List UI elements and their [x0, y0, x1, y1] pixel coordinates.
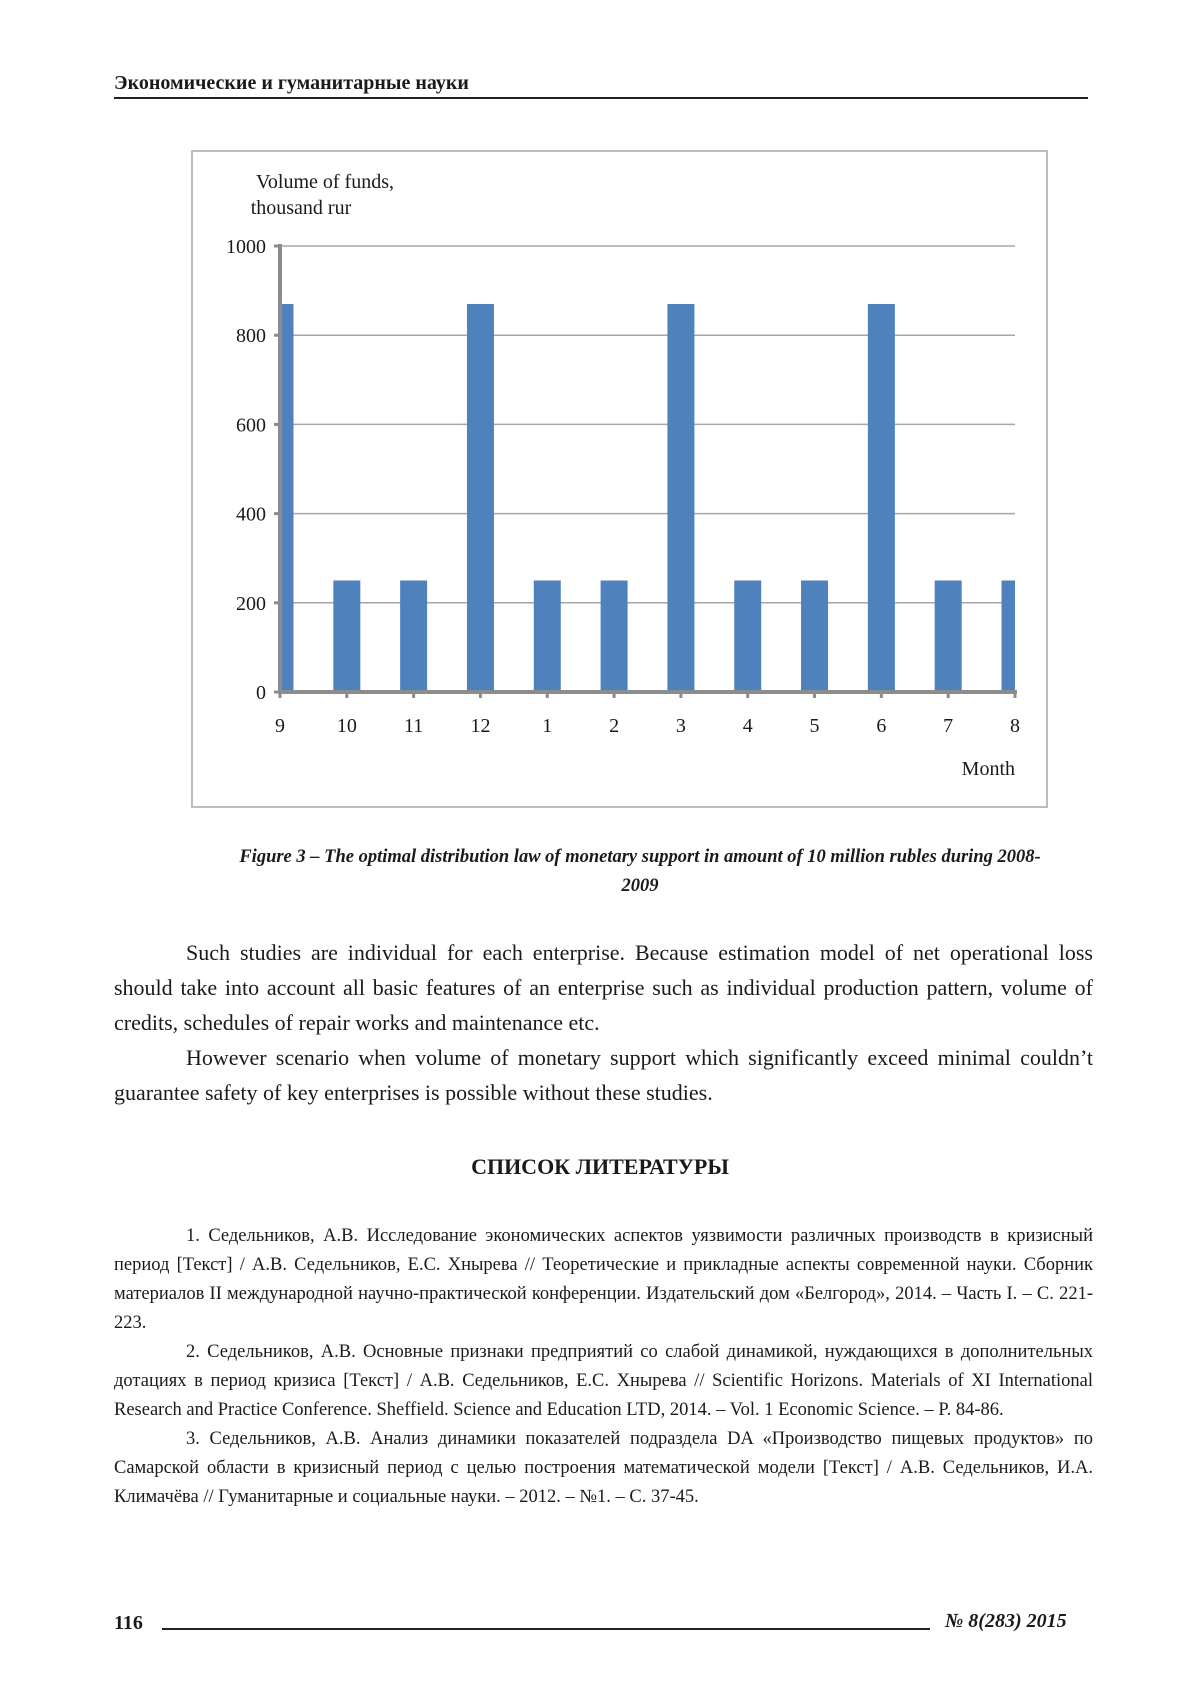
- y-axis-label-line2: thousand rur: [251, 197, 352, 219]
- x-tick-label: 9: [275, 715, 285, 737]
- reference-item: 2. Седельников, А.В. Основные признаки предприятий со слабой динамикой, нуждающихся в дополнительных дотациях в период кризиса [Текст] / А.В. Седельников, Е.С. Хнырева // Scientific Horizons. Materials of XI International Research and Practice Conference. Sheffield. Science and Education LTD, 2014. – Vol. 1 Economic Science. – P. 84-86.: [114, 1338, 1093, 1425]
- x-tick-label: 3: [676, 715, 686, 737]
- bar-chart: [191, 150, 1048, 808]
- caption-line-2: 2009: [190, 872, 1090, 901]
- footer-rule: [162, 1628, 930, 1630]
- bar-11: [400, 581, 427, 693]
- figure-caption: [190, 843, 1090, 901]
- references-title: СПИСОК ЛИТЕРАТУРЫ: [0, 1154, 1200, 1180]
- caption-line-1: Figure 3 – The optimal distribution law of monetary support in amount of 10 million rubles during 2008-: [190, 843, 1090, 872]
- x-tick-label: 8: [1010, 715, 1020, 737]
- x-tick-label: 10: [337, 715, 357, 737]
- x-tick-label: 7: [943, 715, 953, 737]
- x-tick-label: 2: [609, 715, 619, 737]
- bar-2: [601, 581, 628, 693]
- x-tick-label: 11: [404, 715, 423, 737]
- bar-7: [935, 581, 962, 693]
- y-tick-label: 200: [236, 593, 266, 615]
- x-tick-label: 4: [743, 715, 753, 737]
- body-paragraph-1: Such studies are individual for each enterprise. Because estimation model of net operational loss should take into account all basic features of an enterprise such as individual production pattern, volume of credits, schedules of repair works and maintenance etc.: [114, 935, 1093, 1040]
- x-axis-label: Month: [962, 758, 1015, 780]
- bar-8: [1002, 581, 1029, 693]
- x-tick-label: 1: [542, 715, 552, 737]
- reference-item: 1. Седельников, А.В. Исследование экономических аспектов уязвимости различных производств в кризисный период [Текст] / А.В. Седельников, Е.С. Хнырева // Теоретические и прикладные аспекты современной науки. Сборник материалов II международной научно-практической конференции. Издательский дом «Белгород», 2014. – Часть I. – С. 221-223.: [114, 1222, 1093, 1338]
- bar-1: [534, 581, 561, 693]
- running-head: Экономические и гуманитарные науки: [114, 72, 469, 95]
- y-tick-label: 0: [256, 682, 266, 704]
- references-list: [114, 1222, 1093, 1512]
- header-rule: [114, 97, 1088, 99]
- bar-6: [868, 304, 895, 692]
- x-tick-label: 5: [810, 715, 820, 737]
- y-tick-label: 1000: [226, 236, 266, 258]
- reference-item: 3. Седельников, А.В. Анализ динамики показателей подраздела DA «Производство пищевых продуктов» по Самарской области в кризисный период с целью построения математической модели [Текст] / А.В. Седельников, И.А. Климачёва // Гуманитарные и социальные науки. – 2012. – №1. – С. 37-45.: [114, 1425, 1093, 1512]
- body-paragraph-2: However scenario when volume of monetary support which significantly exceed minimal couldn’t guarantee safety of key enterprises is possible without these studies.: [114, 1040, 1093, 1110]
- issue-number: № 8(283) 2015: [945, 1610, 1067, 1633]
- y-axis-label-line1: Volume of funds,: [256, 171, 394, 193]
- bar-3: [667, 304, 694, 692]
- x-tick-label: 6: [876, 715, 886, 737]
- x-tick-label: 12: [470, 715, 490, 737]
- page-number: 116: [114, 1612, 143, 1635]
- y-tick-label: 800: [236, 325, 266, 347]
- bar-5: [801, 581, 828, 693]
- y-tick-label: 400: [236, 504, 266, 526]
- bar-4: [734, 581, 761, 693]
- bar-12: [467, 304, 494, 692]
- y-tick-label: 600: [236, 414, 266, 436]
- bar-10: [333, 581, 360, 693]
